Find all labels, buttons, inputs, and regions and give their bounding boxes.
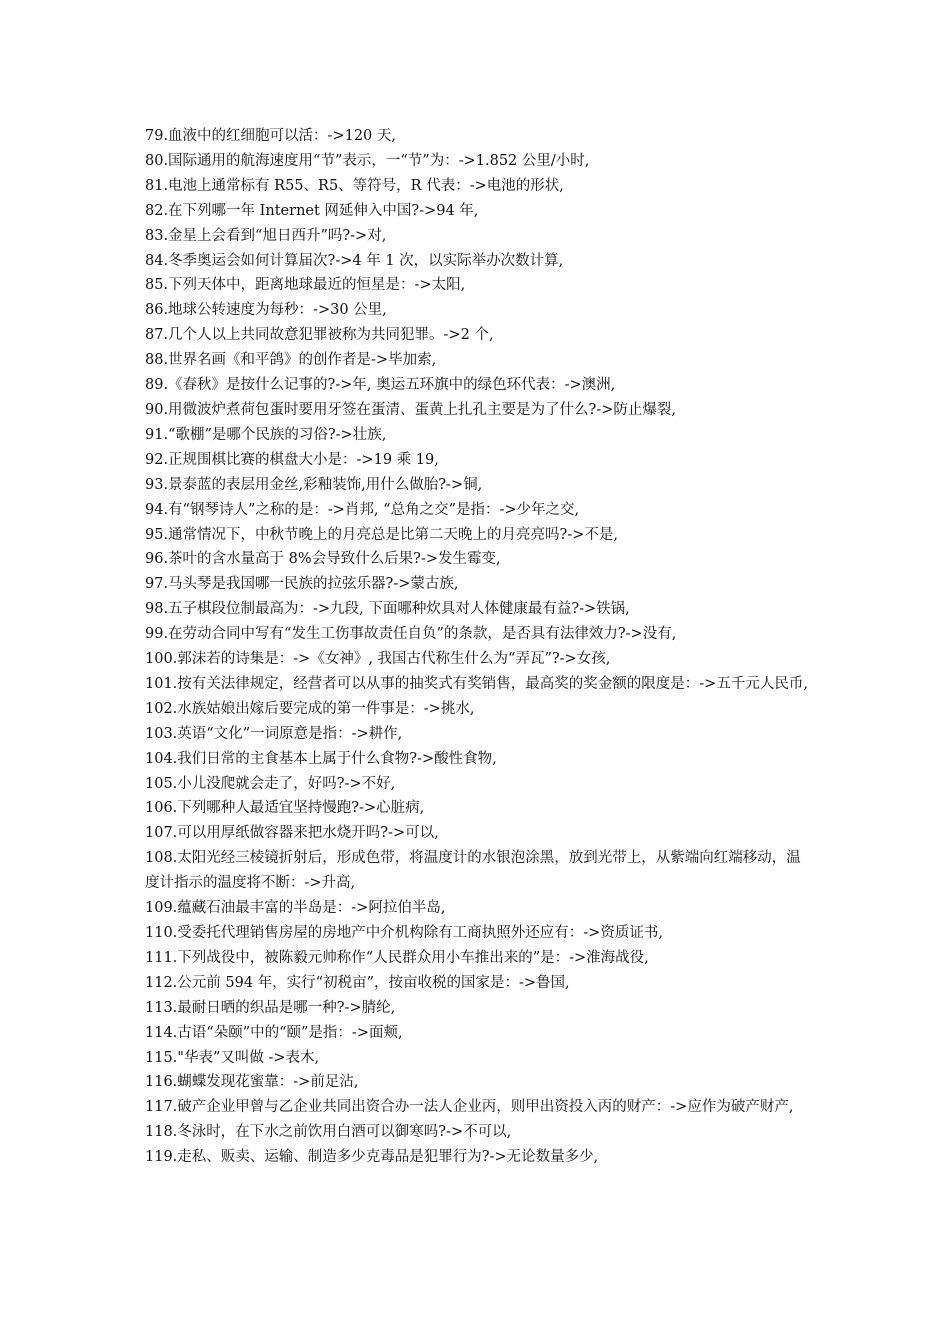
list-item: 81.电池上通常标有 R55、R5、等符号，R 代表：->电池的形状, bbox=[145, 177, 564, 194]
list-item: 102.水族姑娘出嫁后要完成的第一件事是：->挑水, bbox=[145, 700, 475, 717]
list-item: 117.破产企业甲曾与乙企业共同出资合办一法人企业丙，则甲出资投入丙的财产：->应作为破产财产, bbox=[145, 1099, 794, 1116]
list-item: 107.可以用厚纸做容器来把水烧开吗?->可以, bbox=[145, 825, 439, 842]
list-item: 105.小儿没爬就会走了，好吗?->不好, bbox=[145, 775, 396, 792]
list-item: 94.有“钢琴诗人”之称的是：->肖邦, “总角之交”是指：->少年之交, bbox=[145, 501, 580, 518]
list-item: 99.在劳动合同中写有“发生工伤事故责任自负”的条款，是否具有法律效力?->没有, bbox=[145, 626, 677, 643]
list-item: 101.按有关法律规定，经营者可以从事的抽奖式有奖销售，最高奖的奖金额的限度是：->五千元人民币, bbox=[145, 675, 808, 692]
list-item: 86.地球公转速度为每秒：->30 公里, bbox=[145, 302, 387, 319]
quiz-list bbox=[145, 124, 813, 1170]
list-item: 84.冬季奥运会如何计算届次?->4 年 1 次，以实际举办次数计算, bbox=[145, 252, 564, 269]
list-item: 83.金星上会看到“旭日西升”吗?->对, bbox=[145, 227, 387, 244]
list-item: 109.蕴藏石油最丰富的半岛是：->阿拉伯半岛, bbox=[145, 900, 446, 917]
list-item: 91.“歌棚”是哪个民族的习俗?->壮族, bbox=[145, 426, 387, 443]
list-item: 106.下列哪种人最适宜坚持慢跑?->心脏病, bbox=[145, 800, 425, 817]
list-item: 113.最耐日晒的织品是哪一种?->腈纶, bbox=[145, 999, 396, 1016]
list-item: 103.英语“文化”一词原意是指：->耕作, bbox=[145, 725, 403, 742]
list-item: 111.下列战役中，被陈毅元帅称作“人民群众用小车推出来的”是：->淮海战役, bbox=[145, 949, 649, 966]
list-item: 87.几个人以上共同故意犯罪被称为共同犯罪。->2 个, bbox=[145, 327, 494, 344]
list-item: 108.太阳光经三棱镜折射后，形成色带，将温度计的水银泡涂黑，放到光带上，从紫端向红端移动，温度计指示的温度将不断：->升高, bbox=[145, 850, 801, 892]
list-item: 116.蝴蝶发现花蜜靠：->前足沾, bbox=[145, 1074, 359, 1091]
list-item: 85.下列天体中，距离地球最近的恒星是：->太阳, bbox=[145, 277, 466, 294]
list-item: 112.公元前 594 年，实行“初税亩”，按亩收税的国家是：->鲁国, bbox=[145, 974, 570, 991]
list-item: 98.五子棋段位制最高为：->九段, 下面哪种炊具对人体健康最有益?->铁锅, bbox=[145, 601, 630, 618]
list-item: 80.国际通用的航海速度用“节”表示，一“节”为：->1.852 公里/小时, bbox=[145, 152, 590, 169]
list-item: 119.走私、贩卖、运输、制造多少克毒品是犯罪行为?->无论数量多少, bbox=[145, 1149, 599, 1166]
list-item: 100.郭沫若的诗集是：->《女神》, 我国古代称生什么为“弄瓦”?->女孩, bbox=[145, 651, 611, 668]
list-item: 115."华表”又叫做 ->表木, bbox=[145, 1049, 320, 1066]
list-item: 79.血液中的红细胞可以活：->120 天, bbox=[145, 128, 397, 144]
list-item: 114.古语“朵颐”中的“颐”是指：->面颊, bbox=[145, 1024, 403, 1041]
list-item: 92.正规围棋比赛的棋盘大小是：->19 乘 19, bbox=[145, 451, 439, 468]
list-item: 110.受委托代理销售房屋的房地产中介机构除有工商执照外还应有：->资质证书, bbox=[145, 925, 663, 941]
list-item: 95.通常情况下，中秋节晚上的月亮总是比第二天晚上的月亮亮吗?->不是, bbox=[145, 526, 618, 543]
list-item: 89.《春秋》是按什么记事的?->年, 奥运五环旗中的绿色环代表：->澳洲, bbox=[145, 377, 616, 394]
list-item: 90.用微波炉煮荷包蛋时要用牙签在蛋清、蛋黄上扎孔主要是为了什么?->防止爆裂, bbox=[145, 401, 676, 418]
list-item: 93.景泰蓝的表层用金丝,彩釉装饰,用什么做胎?->铜, bbox=[145, 476, 483, 493]
list-item: 88.世界名画《和平鸽》的创作者是->毕加索, bbox=[145, 352, 437, 369]
list-item: 82.在下列哪一年 Internet 网延伸入中国?->94 年, bbox=[145, 202, 479, 219]
list-item: 118.冬泳时，在下水之前饮用白酒可以御寒吗?->不可以, bbox=[145, 1124, 512, 1141]
list-item: 104.我们日常的主食基本上属于什么食物?->酸性食物, bbox=[145, 750, 497, 767]
list-item: 97.马头琴是我国哪一民族的拉弦乐器?->蒙古族, bbox=[145, 576, 459, 593]
list-item: 96.茶叶的含水量高于 8%会导致什么后果?->发生霉变, bbox=[145, 551, 501, 568]
